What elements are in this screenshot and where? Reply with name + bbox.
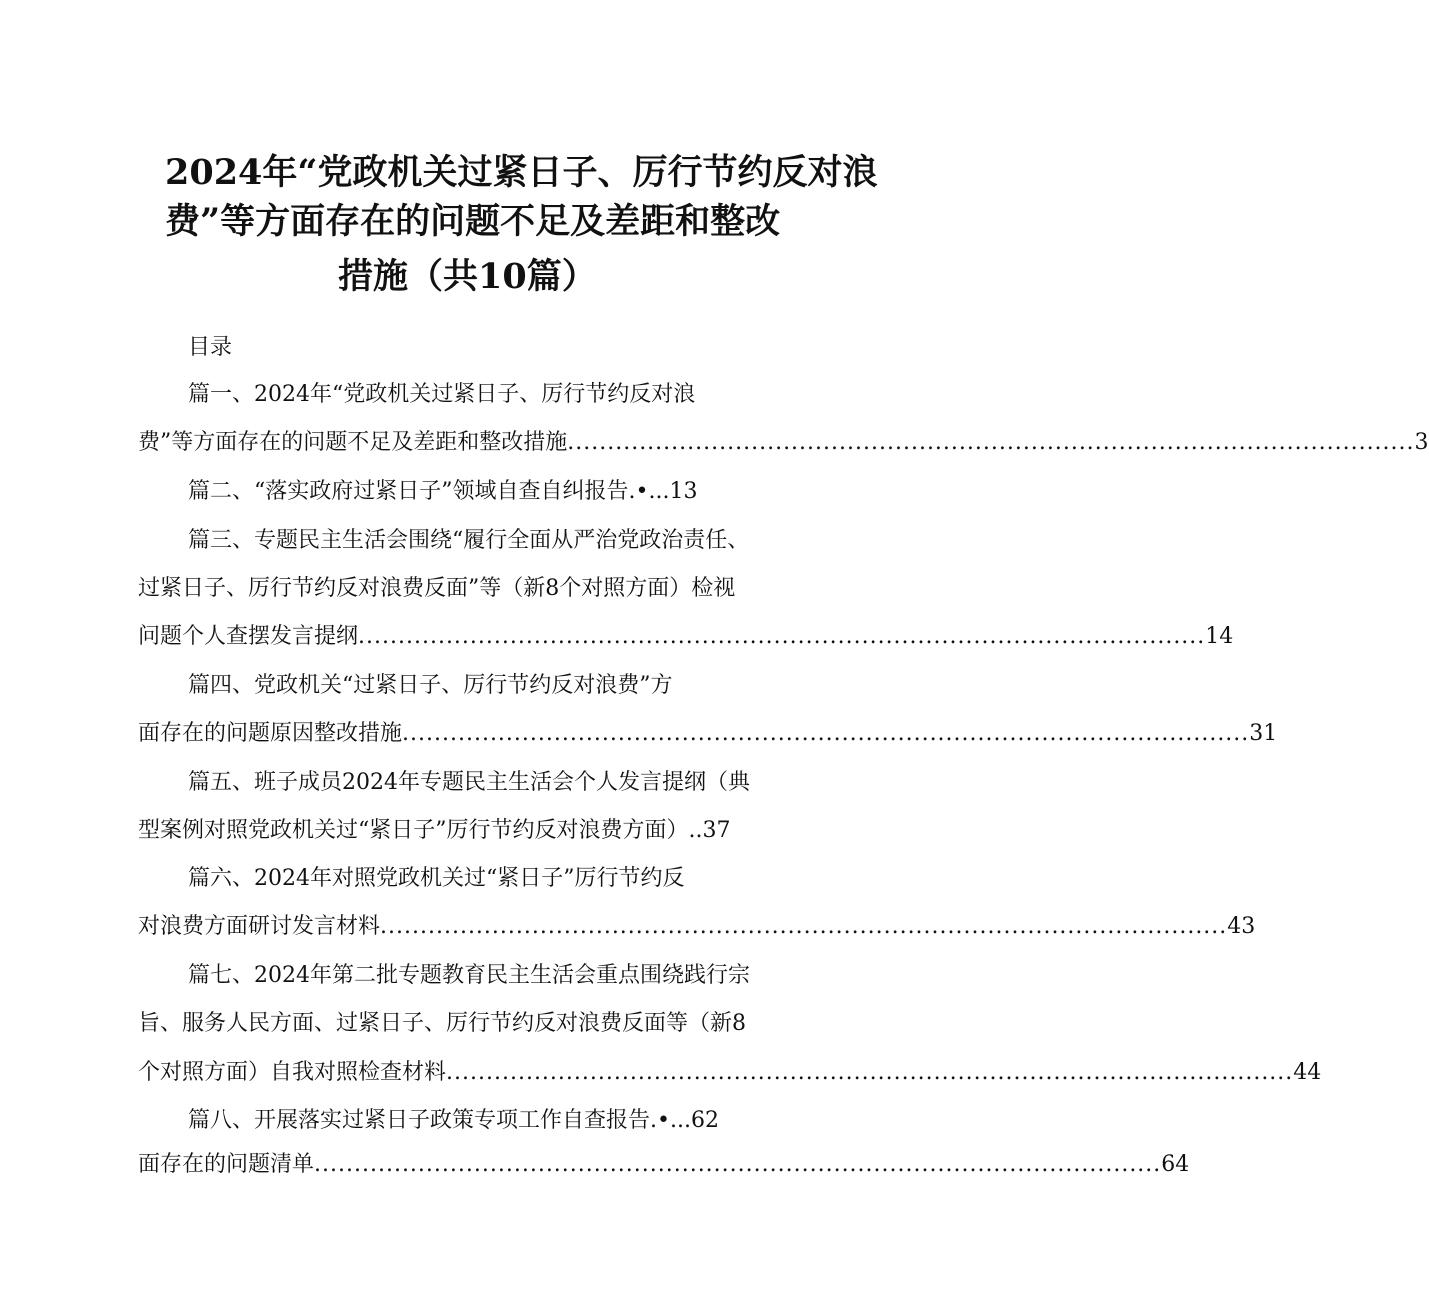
toc-entry-2[interactable]: 篇二、“落实政府过紧日子”领域自查自纠报告.•...13 (188, 479, 698, 504)
toc-entry-text: 对浪费方面研讨发言材料 (138, 914, 381, 939)
dot-leader: .......................................................................................................... (446, 1060, 1294, 1085)
toc-entry-text: 个对照方面）自我对照检查材料 (138, 1060, 447, 1085)
toc-entry-9[interactable] (138, 1150, 1190, 1180)
toc-entry-7-line-3[interactable] (138, 1058, 1322, 1088)
toc-entry-6-line-1[interactable]: 篇六、2024年对照党政机关过“紧日子”厉行节约反 (188, 866, 685, 891)
toc-entry-5-line-2[interactable]: 型案例对照党政机关过“紧日子”厉行节约反对浪费方面）..37 (138, 818, 731, 843)
toc-page-number: 43 (1227, 914, 1256, 939)
toc-page-number: 3 (1414, 430, 1429, 455)
dot-leader: .......................................................................................................... (567, 430, 1415, 455)
toc-entry-text: 面存在的问题原因整改措施 (138, 721, 403, 746)
dot-leader: .......................................................................................................... (314, 1152, 1162, 1177)
dot-leader: .......................................................................................................... (358, 624, 1206, 649)
toc-entry-1-line-2[interactable] (138, 428, 1429, 458)
toc-entry-7-line-2[interactable]: 旨、服务人民方面、过紧日子、厉行节约反对浪费反面等（新8 (138, 1011, 746, 1036)
title-line-1: 2024年“党政机关过紧日子、厉行节约反对浪 (165, 152, 878, 193)
toc-entry-3-line-3[interactable] (138, 622, 1234, 652)
toc-entry-text: 费”等方面存在的问题不足及差距和整改措施 (138, 430, 568, 455)
toc-entry-6-line-2[interactable] (138, 912, 1256, 942)
toc-page-number: 64 (1161, 1152, 1190, 1177)
dot-leader: .......................................................................................................... (402, 721, 1250, 746)
toc-entry-4-line-1[interactable]: 篇四、党政机关“过紧日子、厉行节约反对浪费”方 (188, 673, 673, 698)
toc-page-number: 14 (1205, 624, 1234, 649)
toc-entry-4-line-2[interactable] (138, 719, 1278, 749)
toc-heading: 目录 (188, 335, 233, 360)
toc-entry-text: 面存在的问题清单 (138, 1152, 315, 1177)
toc-page-number: 44 (1293, 1060, 1322, 1085)
toc-page-number: 31 (1249, 721, 1278, 746)
dot-leader: .......................................................................................................... (380, 914, 1228, 939)
toc-entry-1-line-1[interactable]: 篇一、2024年“党政机关过紧日子、厉行节约反对浪 (188, 382, 696, 407)
toc-entry-7-line-1[interactable]: 篇七、2024年第二批专题教育民主生活会重点围绕践行宗 (188, 963, 750, 988)
toc-entry-3-line-2[interactable]: 过紧日子、厉行节约反对浪费反面”等（新8个对照方面）检视 (138, 576, 736, 601)
title-line-3: 措施（共10篇） (338, 256, 597, 297)
toc-entry-8[interactable]: 篇八、开展落实过紧日子政策专项工作自查报告.•...62 (188, 1108, 719, 1133)
title-line-2: 费”等方面存在的问题不足及差距和整改 (165, 201, 781, 242)
toc-entry-text: 问题个人查摆发言提纲 (138, 624, 359, 649)
toc-entry-5-line-1[interactable]: 篇五、班子成员2024年专题民主生活会个人发言提纲（典 (188, 770, 750, 795)
toc-entry-3-line-1[interactable]: 篇三、专题民主生活会围绕“履行全面从严治党政治责任、 (188, 528, 750, 553)
